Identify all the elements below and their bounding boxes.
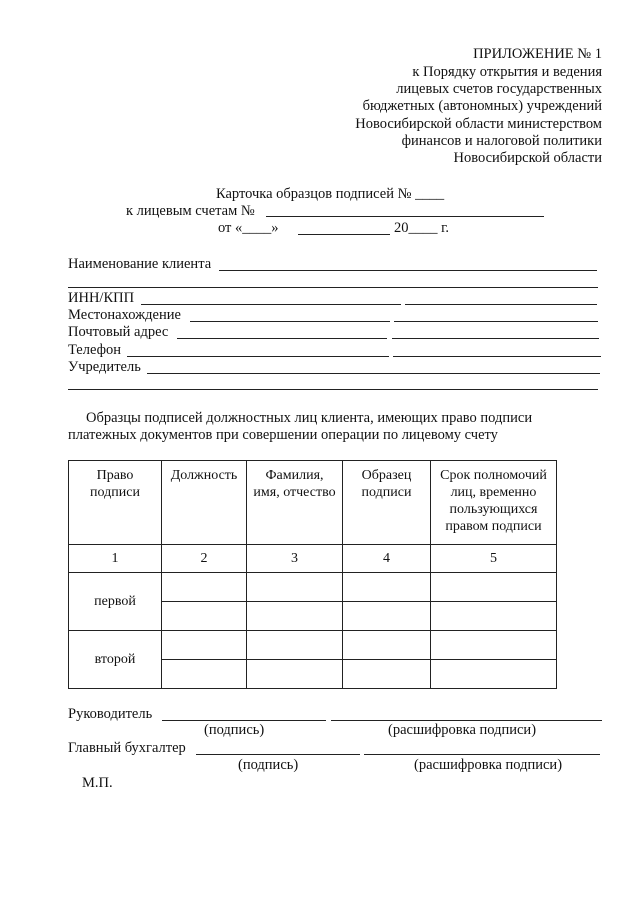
postal-address-label: Почтовый адрес <box>68 324 169 340</box>
chief-accountant-label: Главный бухгалтер <box>68 740 186 756</box>
header-text: подписи <box>90 485 140 500</box>
column-number: 4 <box>343 545 431 573</box>
header-line-1: к Порядку открытия и ведения <box>412 64 602 80</box>
header-position <box>162 461 247 545</box>
table-header-row <box>69 461 557 545</box>
table-cell[interactable] <box>431 602 557 631</box>
header-text: Фамилия, <box>265 468 324 483</box>
intro-line-1: Образцы подписей должностных лиц клиента, имеющих право подписи <box>86 410 533 426</box>
column-number: 5 <box>431 545 557 573</box>
date-from-label: от «____» <box>218 220 279 236</box>
header-line-3: бюджетных (автономных) учреждений <box>362 98 602 114</box>
accounts-label: к лицевым счетам № <box>126 203 255 219</box>
phone-line[interactable] <box>127 356 389 357</box>
column-number: 2 <box>162 545 247 573</box>
client-name-line-2[interactable] <box>68 287 598 288</box>
column-number: 3 <box>247 545 343 573</box>
head-decode-hint: (расшифровка подписи) <box>388 722 537 738</box>
table-number-row <box>69 545 557 573</box>
header-right-to-sign <box>69 461 162 545</box>
table-cell[interactable] <box>247 631 343 660</box>
head-signature-line[interactable] <box>162 720 326 721</box>
table-cell[interactable] <box>431 573 557 602</box>
head-label: Руководитель <box>68 706 153 722</box>
postal-address-line[interactable] <box>177 338 387 339</box>
header-text: правом подписи <box>445 519 542 534</box>
card-title: Карточка образцов подписей № ____ <box>216 186 445 202</box>
table-cell[interactable] <box>162 660 247 689</box>
date-year: 20____ г. <box>394 220 450 236</box>
inn-kpp-line[interactable] <box>141 304 401 305</box>
location-label: Местонахождение <box>68 307 181 323</box>
header-text: Срок полномочий <box>440 468 547 483</box>
table-cell[interactable] <box>431 660 557 689</box>
table-cell[interactable] <box>343 602 431 631</box>
header-text: Право <box>96 468 134 483</box>
location-line-2[interactable] <box>394 321 598 322</box>
phone-line-2[interactable] <box>393 356 601 357</box>
head-signature-hint: (подпись) <box>204 722 265 738</box>
header-line-6: Новосибирской области <box>453 150 602 166</box>
header-text: Образец <box>361 468 412 483</box>
intro-line-2: платежных документов при совершении операции по лицевому счету <box>68 427 498 443</box>
header-line-5: финансов и налоговой политики <box>401 133 602 149</box>
founder-label: Учредитель <box>68 359 141 375</box>
table-row <box>69 631 557 660</box>
accountant-decode-line[interactable] <box>364 754 600 755</box>
header-text: Должность <box>170 468 238 483</box>
row-label-first: первой <box>69 573 162 631</box>
header-text: пользующихся <box>449 502 538 517</box>
header-text: лиц, временно <box>450 485 537 500</box>
accounts-number-line <box>266 216 544 217</box>
client-name-line[interactable] <box>219 270 597 271</box>
header-signature-sample <box>343 461 431 545</box>
header-line-2: лицевых счетов государственных <box>396 81 602 97</box>
table-cell[interactable] <box>431 631 557 660</box>
header-line-4: Новосибирской области министерством <box>355 116 602 132</box>
table-cell[interactable] <box>247 602 343 631</box>
column-number: 1 <box>69 545 162 573</box>
table-cell[interactable] <box>162 602 247 631</box>
accountant-signature-line[interactable] <box>196 754 360 755</box>
table-cell[interactable] <box>343 573 431 602</box>
table-cell[interactable] <box>247 573 343 602</box>
table-cell[interactable] <box>162 573 247 602</box>
founder-line[interactable] <box>147 373 600 374</box>
postal-address-line-2[interactable] <box>392 338 599 339</box>
signatures-table <box>68 460 557 689</box>
table-cell[interactable] <box>247 660 343 689</box>
inn-kpp-line-2[interactable] <box>405 304 597 305</box>
accountant-decode-hint: (расшифровка подписи) <box>414 757 563 773</box>
head-decode-line[interactable] <box>331 720 602 721</box>
location-line[interactable] <box>190 321 390 322</box>
inn-kpp-label: ИНН/КПП <box>68 290 135 306</box>
appendix-title: ПРИЛОЖЕНИЕ № 1 <box>473 46 602 62</box>
header-authority-period <box>431 461 557 545</box>
accountant-signature-hint: (подпись) <box>238 757 299 773</box>
date-month-line <box>298 234 390 235</box>
row-label-second: второй <box>69 631 162 689</box>
table-cell[interactable] <box>343 660 431 689</box>
table-cell[interactable] <box>343 631 431 660</box>
client-name-label: Наименование клиента <box>68 256 212 272</box>
table-cell[interactable] <box>162 631 247 660</box>
seal-label: М.П. <box>82 775 113 791</box>
header-text: подписи <box>361 485 412 500</box>
table-row <box>69 573 557 602</box>
header-text: имя, отчество <box>253 485 336 500</box>
founder-line-2[interactable] <box>68 389 598 390</box>
phone-label: Телефон <box>68 342 121 358</box>
header-full-name <box>247 461 343 545</box>
